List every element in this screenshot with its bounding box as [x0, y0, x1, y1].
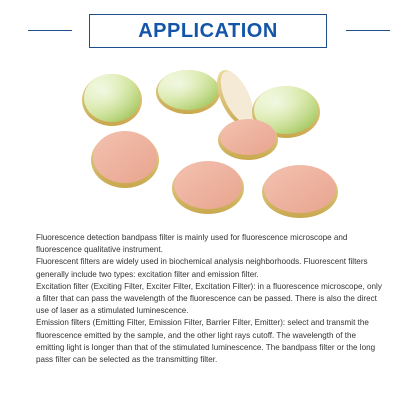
filter-disc — [172, 161, 244, 214]
filters-photo — [60, 58, 360, 226]
section-header — [0, 10, 416, 56]
filter-disc — [262, 165, 338, 218]
filter-disc — [91, 131, 159, 188]
filter-disc — [156, 70, 220, 114]
header-decor-line-right — [346, 30, 390, 31]
description-paragraph: Fluorescence detection bandpass filter is mainly used for fluorescence microscope and fluorescence qualitative instrument. — [36, 233, 348, 255]
page-title: APPLICATION — [138, 19, 278, 42]
description-paragraph: Fluorescent filters are widely used in biochemical analysis neighborhoods. Fluorescent filters generally include two types: excitation filter and emission filter. — [36, 257, 368, 279]
description-paragraph: Emission filters (Emitting Filter, Emission Filter, Barrier Filter, Emitter): select and transmit the fluorescence emitted by the sample, and the other light rays cutoff. The wavelength of the emitting light is longer than that of the stimulated luminescence. The bandpass filter or the long pass filter can be selected as the transmitting filter. — [36, 318, 376, 365]
header-decor-line-left — [28, 30, 72, 31]
title-box — [89, 14, 327, 48]
filter-disc — [218, 119, 278, 160]
filter-disc — [82, 74, 142, 126]
description-text — [36, 232, 386, 366]
description-paragraph: Excitation filter (Exciting Filter, Exciter Filter, Excitation Filter): in a fluorescence microscope, only a filter that can pass the wavelength of the fluorescence can be passed. There is also the direct use of laser as a stimulated luminescence. — [36, 281, 382, 316]
